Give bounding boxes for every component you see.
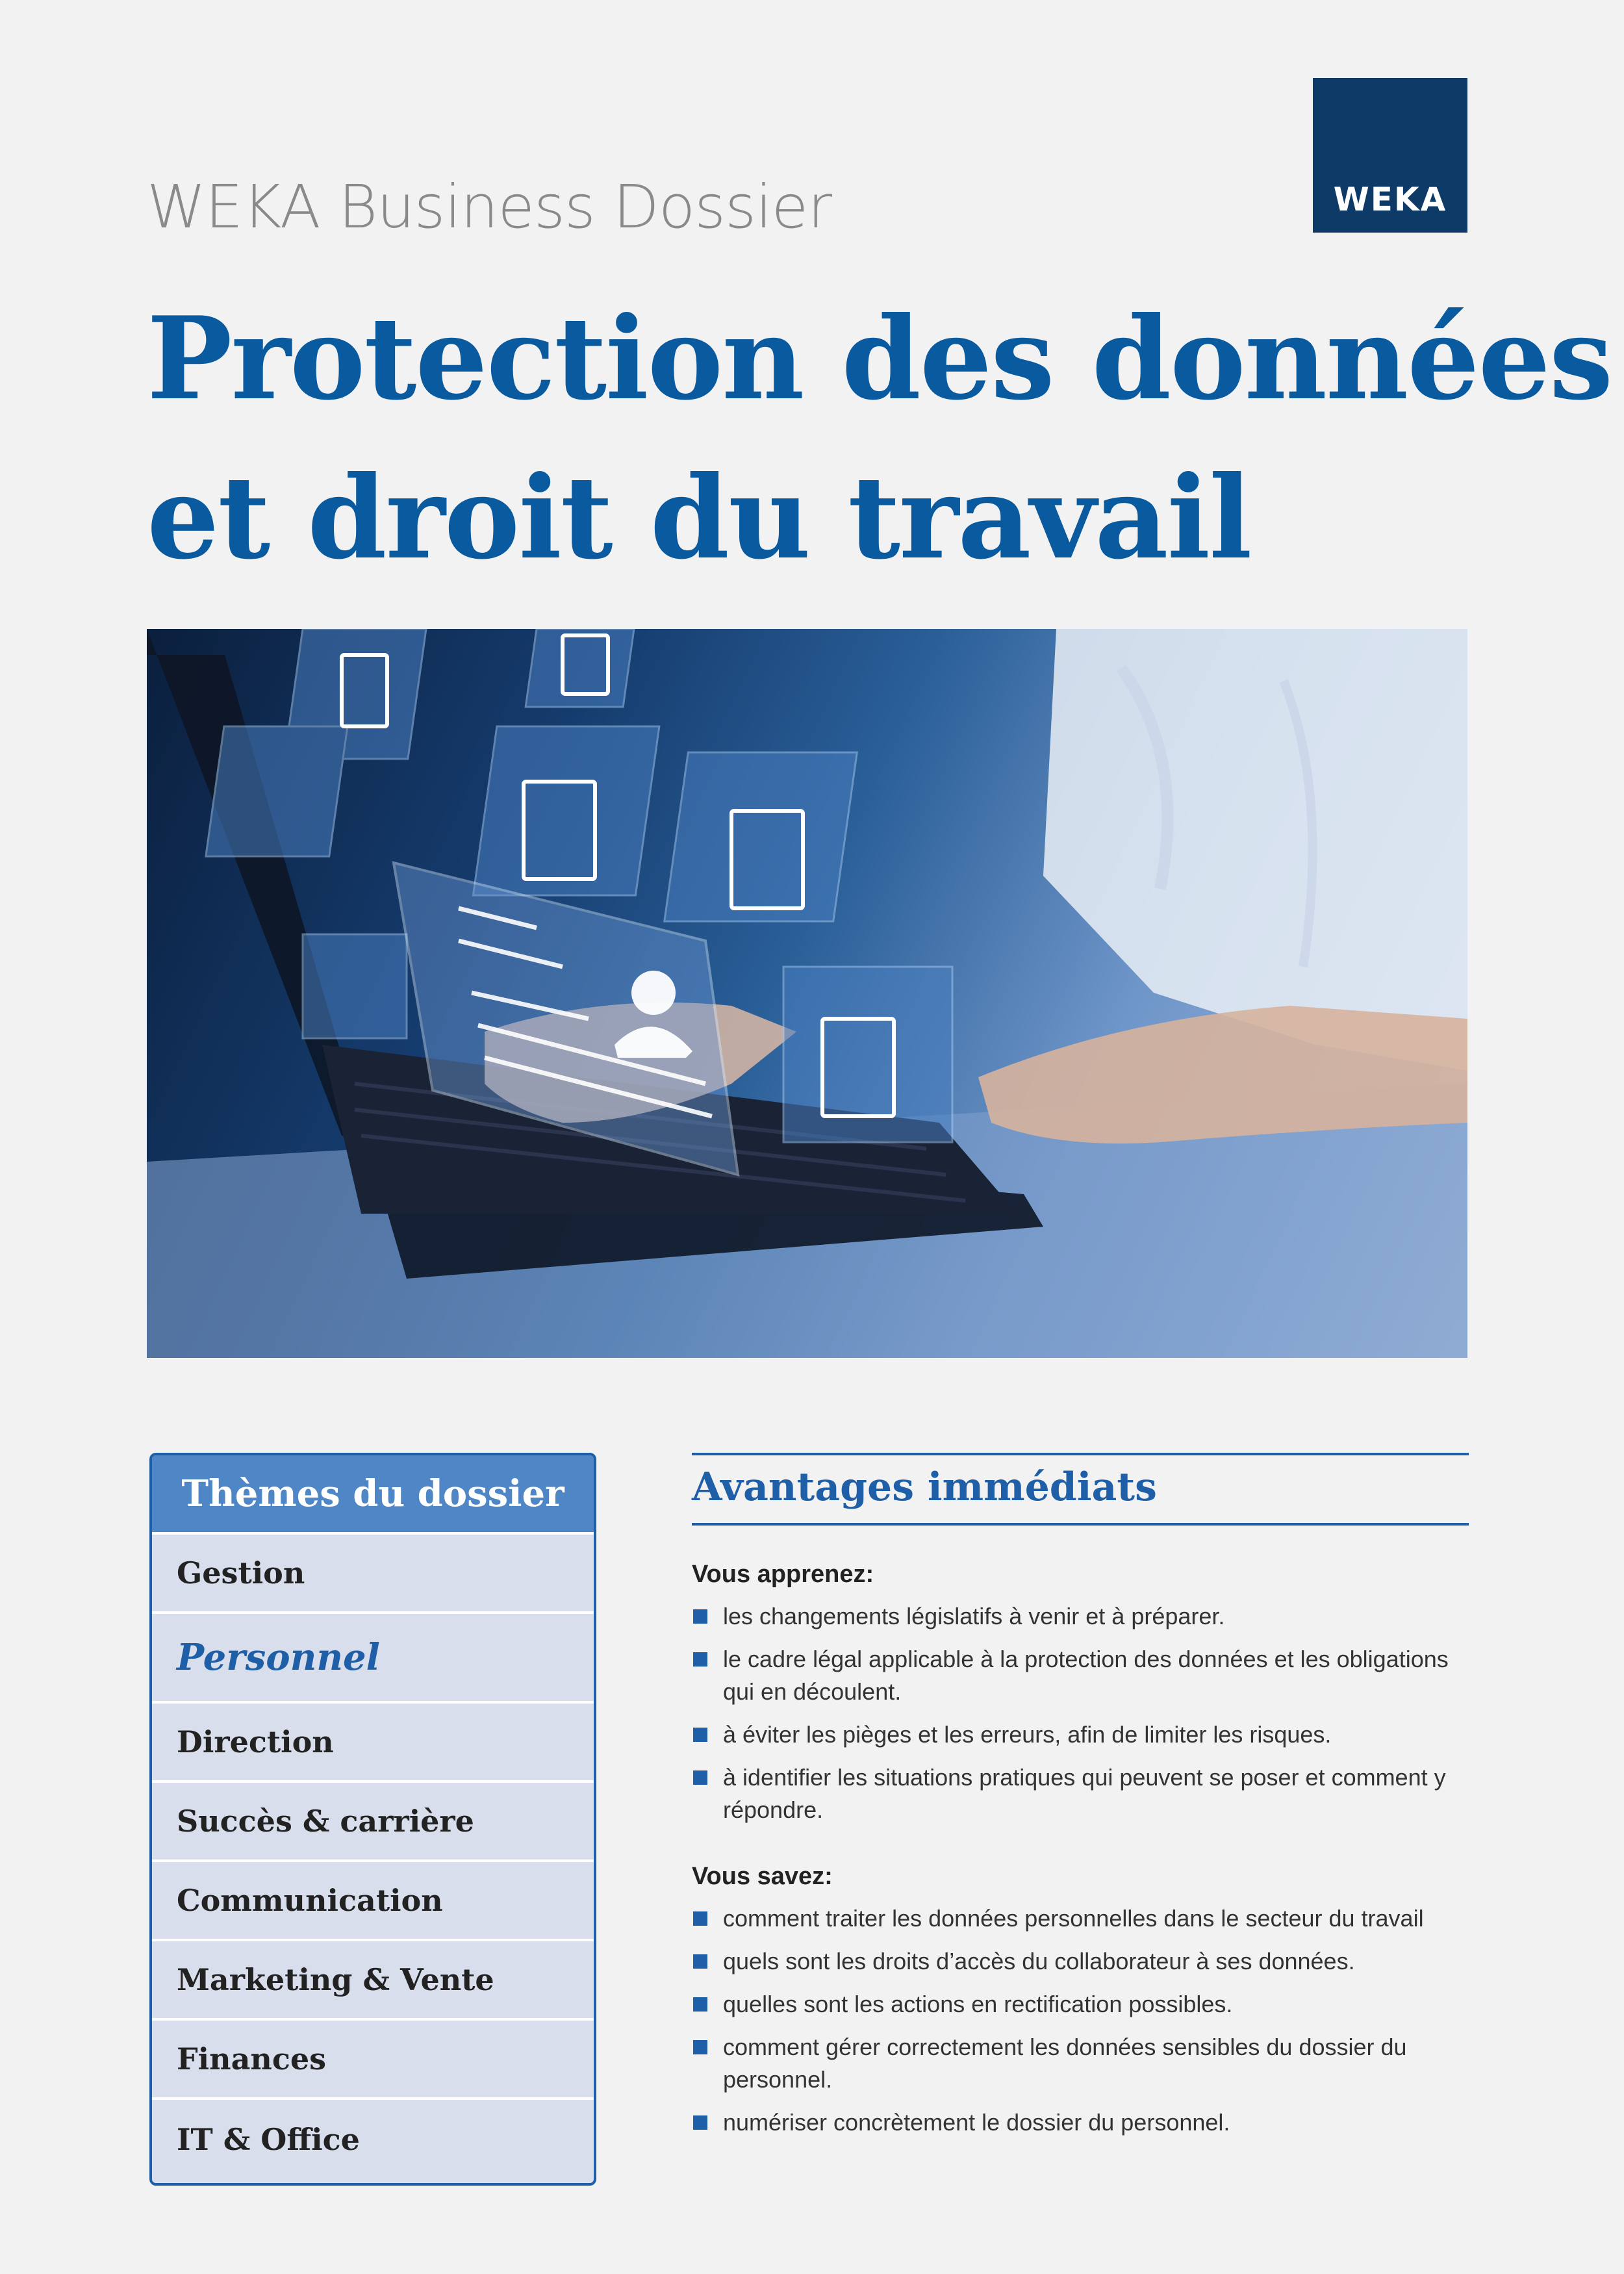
hero-illustration <box>147 629 1467 1358</box>
list-item: les changements législatifs à venir et à préparer. <box>692 1600 1469 1633</box>
theme-item-gestion[interactable]: Gestion <box>152 1535 594 1614</box>
advantages-section <box>692 1453 1469 2149</box>
theme-item-finances[interactable]: Finances <box>152 2021 594 2100</box>
theme-item-direction[interactable]: Direction <box>152 1704 594 1783</box>
list-item: le cadre légal applicable à la protection des données et les obligations qui en découlent. <box>692 1643 1469 1708</box>
list-item: comment gérer correctement les données sensibles du dossier du personnel. <box>692 2031 1469 2096</box>
theme-item-it-office[interactable]: IT & Office <box>177 2122 360 2157</box>
list-item: quelles sont les actions en rectification possibles. <box>692 1988 1469 2021</box>
theme-item-personnel[interactable]: Personnel <box>152 1614 594 1704</box>
list-item: comment traiter les données personnelles dans le secteur du travail <box>692 1902 1469 1935</box>
shirt-shape <box>1043 629 1467 1071</box>
advantages-heading: Avantages immédiats <box>692 1453 1469 1526</box>
learn-list <box>692 1600 1469 1826</box>
page-title <box>147 279 1612 598</box>
themes-heading: Thèmes du dossier <box>152 1455 594 1535</box>
themes-panel <box>149 1453 596 2186</box>
know-subheading: Vous savez: <box>692 1863 833 1890</box>
series-title: WEKA Business Dossier <box>147 172 832 242</box>
list-item: numériser concrètement le dossier du personnel. <box>692 2106 1469 2139</box>
list-item: quels sont les droits d’accès du collaborateur à ses données. <box>692 1945 1469 1978</box>
title-line-1: Protection des données <box>147 292 1612 426</box>
right-hand <box>978 1006 1467 1143</box>
theme-item-marketing-vente[interactable]: Marketing & Vente <box>152 1941 594 2021</box>
list-item: à identifier les situations pratiques qui peuvent se poser et comment y répondre. <box>692 1761 1469 1826</box>
title-line-2: et droit du travail <box>147 452 1251 585</box>
hero-image <box>147 629 1467 1358</box>
logo-text: WEKA <box>1333 181 1447 218</box>
theme-item-communication[interactable]: Communication <box>152 1862 594 1941</box>
know-list <box>692 1902 1469 2139</box>
learn-subheading: Vous apprenez: <box>692 1561 874 1588</box>
list-item: à éviter les pièges et les erreurs, afin de limiter les risques. <box>692 1718 1469 1751</box>
weka-logo <box>1313 78 1467 233</box>
theme-item-succes-carriere[interactable]: Succès & carrière <box>152 1783 594 1862</box>
